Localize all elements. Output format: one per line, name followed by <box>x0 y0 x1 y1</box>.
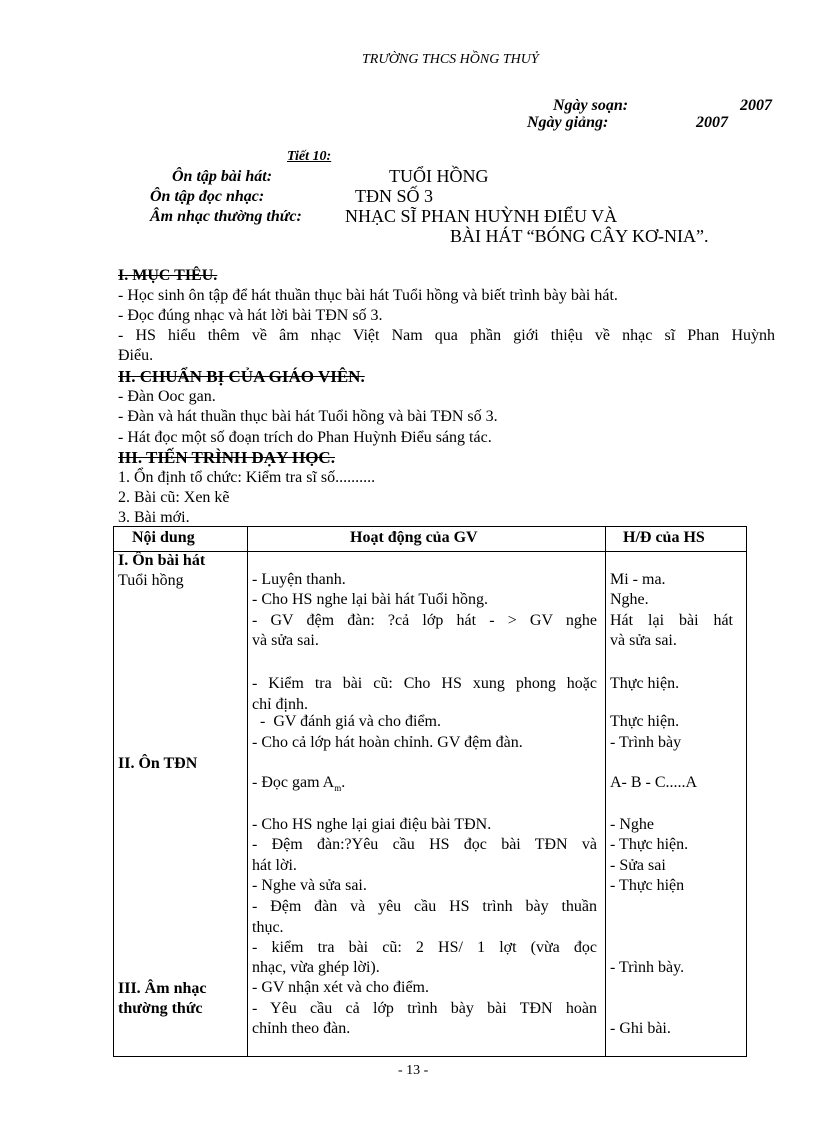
hs-line: A- B - C.....A <box>610 774 698 791</box>
gv-line: và sửa sai. <box>252 632 319 649</box>
scale-subscript: m <box>334 783 342 794</box>
reading-label: Ôn tập đọc nhạc: <box>150 188 265 205</box>
content-section: thường thức <box>118 1000 203 1017</box>
song-label: Ôn tập bài hát: <box>172 168 273 185</box>
column-divider <box>247 527 248 1056</box>
column-divider <box>605 527 606 1056</box>
process-item: 3. Bài mới. <box>118 509 190 526</box>
school-header: TRƯỜNG THCS HỒNG THUỶ <box>362 52 539 67</box>
hs-line: - Ghi bài. <box>610 1020 671 1037</box>
hs-line: và sửa sai. <box>610 632 677 649</box>
period-label: Tiết 10: <box>287 149 332 164</box>
gv-line: nhạc, vừa ghép lời). <box>252 959 380 976</box>
header-student-activity: H/Đ của HS <box>623 529 705 546</box>
gv-line: - GV đánh giá và cho điểm. <box>252 713 441 730</box>
hs-line: - Thực hiện. <box>610 836 689 853</box>
section-heading-objectives: I. MỤC TIÊU. <box>118 267 218 284</box>
hs-line: Mi - ma. <box>610 571 666 588</box>
date-taught-label: Ngày giảng: <box>527 114 609 131</box>
process-item: 2. Bài cũ: Xen kẽ <box>118 489 230 506</box>
objective-item: - Đọc đúng nhạc và hát lời bài TĐN số 3. <box>118 307 383 324</box>
header-content: Nội dung <box>132 529 195 546</box>
gv-line: - Kiểm tra bài cũ: Cho HS xung phong hoặc <box>252 675 597 692</box>
gv-line: - GV nhận xét và cho điểm. <box>252 979 429 996</box>
content-section: II. Ôn TĐN <box>118 755 198 772</box>
objective-item: - HS hiểu thêm về âm nhạc Việt Nam qua phần giới thiệu về nhạc sĩ Phan Huỳnh <box>118 327 775 344</box>
hs-line: - Nghe <box>610 816 654 833</box>
gv-line: chỉ định. <box>252 696 308 713</box>
section-heading-process: III. TIẾN TRÌNH DẠY HỌC. <box>118 448 335 467</box>
hs-line: - Thực hiện <box>610 877 685 894</box>
gv-line: - GV đệm đàn: ?cả lớp hát - > GV nghe <box>252 612 597 629</box>
gv-line: - Yêu cầu cả lớp trình bày bài TĐN hoàn <box>252 1000 597 1017</box>
theory-title-2: BÀI HÁT “BÓNG CÂY KƠ-NIA”. <box>450 226 709 246</box>
gv-line: thục. <box>252 919 284 936</box>
gv-line: - Cho HS nghe lại bài hát Tuổi hồng. <box>252 591 489 608</box>
scale-period: . <box>341 774 346 791</box>
gv-line: hát lời. <box>252 857 297 874</box>
date-prepared-label: Ngày soạn: <box>553 97 629 114</box>
process-item: 1. Ổn định tổ chức: Kiểm tra sĩ số.......... <box>118 469 376 486</box>
gv-line <box>252 773 345 798</box>
gv-line: - Nghe và sửa sai. <box>252 877 367 894</box>
date-prepared-year: 2007 <box>740 97 772 114</box>
objective-item: - Học sinh ôn tập để hát thuần thục bài hát Tuổi hồng và biết trình bày bài hát. <box>118 287 618 304</box>
hs-line: Thực hiện. <box>610 713 680 730</box>
hs-line: Thực hiện. <box>610 675 680 692</box>
gv-line: - kiểm tra bài cũ: 2 HS/ 1 lợt (vừa đọc <box>252 939 597 956</box>
gv-line: - Đệm đàn và yêu cầu HS trình bày thuần <box>252 898 597 915</box>
hs-line: - Sửa sai <box>610 857 666 874</box>
date-taught-year: 2007 <box>696 114 728 131</box>
page-number: - 13 - <box>398 1063 429 1078</box>
preparation-item: - Đàn và hát thuần thục bài hát Tuổi hồng và bài TĐN số 3. <box>118 408 498 425</box>
hs-line: - Trình bày <box>610 734 682 751</box>
content-section: III. Âm nhạc <box>118 980 207 997</box>
gv-line: - Cho cả lớp hát hoàn chỉnh. GV đệm đàn. <box>252 734 523 751</box>
gv-line: - Luyện thanh. <box>252 571 346 588</box>
reading-title: TĐN SỐ 3 <box>355 186 434 206</box>
objective-item: Điểu. <box>118 347 154 364</box>
preparation-item: - Hát đọc một số đoạn trích do Phan Huỳnh Điểu sáng tác. <box>118 429 492 446</box>
hs-line: Nghe. <box>610 591 649 608</box>
gv-line: - Cho HS nghe lại giai điệu bài TĐN. <box>252 816 492 833</box>
header-divider <box>114 551 746 552</box>
content-subtitle: Tuổi hồng <box>118 572 184 589</box>
content-section: I. Ôn bài hát <box>118 552 206 569</box>
preparation-item: - Đàn Ooc gan. <box>118 388 216 405</box>
gv-line: chỉnh theo đàn. <box>252 1020 351 1037</box>
hs-line: Hát lại bài hát <box>610 612 733 629</box>
gv-line: - Đệm đàn:?Yêu cầu HS đọc bài TĐN và <box>252 836 597 853</box>
scale-text: - Đọc gam A <box>252 774 335 791</box>
theory-label: Âm nhạc thường thức: <box>150 208 302 225</box>
theory-title-1: NHẠC SĨ PHAN HUỲNH ĐIỂU VÀ <box>345 206 618 226</box>
section-heading-preparation: II. CHUẨN BỊ CỦA GIÁO VIÊN. <box>118 367 365 386</box>
header-teacher-activity: Hoạt động của GV <box>350 529 478 546</box>
hs-line: - Trình bày. <box>610 959 685 976</box>
song-title: TUỔI HỒNG <box>389 166 489 186</box>
